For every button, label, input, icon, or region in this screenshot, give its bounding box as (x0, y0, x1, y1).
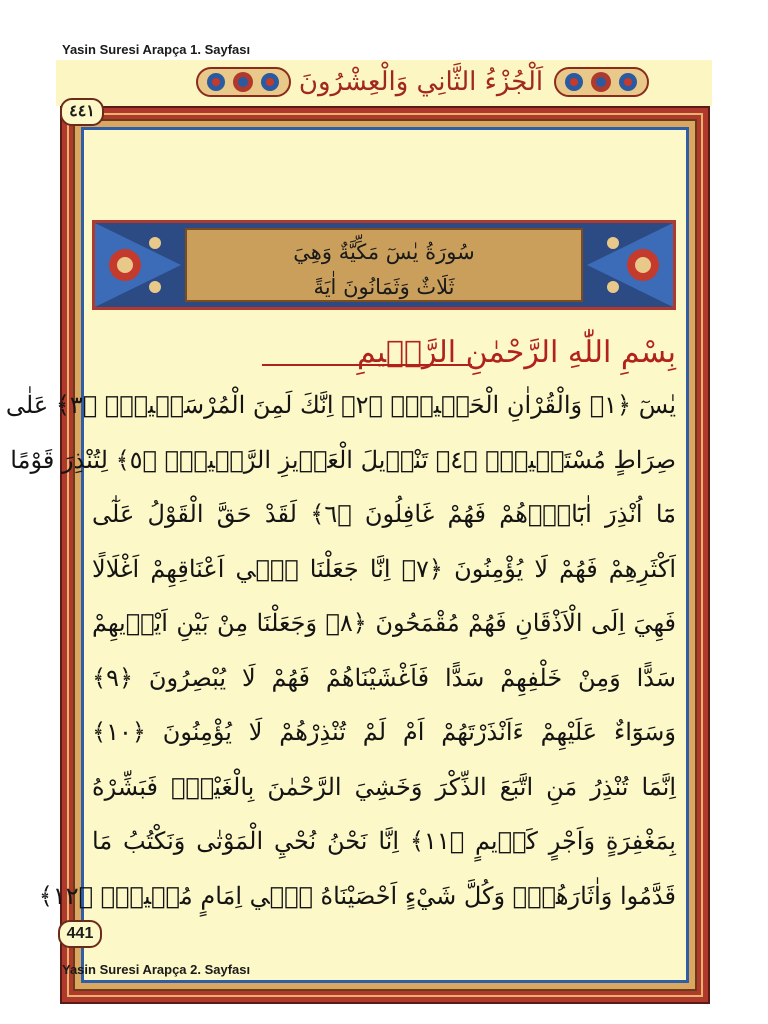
bottom-caption: Yasin Suresi Arapça 2. Sayfası (62, 962, 251, 977)
verse-line: سَدًّا وَمِنْ خَلْفِهِمْ سَدًّا فَاَغْشَيْنَاهُمْ فَهُمْ لَا يُبْصِرُونَ ﴿٩﴾ (92, 663, 676, 692)
verse-line: اِنَّمَا تُنْذِرُ مَنِ اتَّبَعَ الذِّكْرَ وَخَشِيَ الرَّحْمٰنَ بِالْغَيْبِۚ فَبَشِّرْهُ (92, 772, 676, 801)
verse-line: اَكْثَرِهِمْ فَهُمْ لَا يُؤْمِنُونَ ﴿٧﴾ اِنَّا جَعَلْنَا ف۪ٓي اَعْنَاقِهِمْ اَغْلَالًا (92, 554, 677, 583)
surah-verse-count-line: ثَلَاثٌ وَثَمَانُونَ اٰيَةً (313, 275, 455, 299)
page-number-arabic: ٤٤١ (60, 98, 104, 126)
basmala (92, 330, 676, 380)
floral-ornament-icon (554, 64, 649, 100)
verse-line: مَٓا اُنْذِرَ اٰبَٓاؤُ۬هُمْ فَهُمْ غَافِلُونَ ﴿٦﴾ لَقَدْ حَقَّ الْقَوْلُ عَلٰٓى (92, 500, 676, 528)
page-header (56, 60, 712, 106)
verse-line: فَهِيَ اِلَى الْاَذْقَانِ فَهُمْ مُقْمَحُونَ ﴿٨﴾ وَجَعَلْنَا مِنْ بَيْنِ اَيْد۪يهِمْ (92, 609, 676, 637)
surah-title-text (185, 228, 583, 302)
juz-title: اَلْجُزْءُ الثَّانِي وَالْعِشْرُونَ (298, 67, 544, 97)
floral-ornament-icon (196, 64, 291, 100)
verse-line: قَدَّمُوا وَاٰثَارَهُمْۜ وَكُلَّ شَيْءٍ اَحْصَيْنَاهُ ف۪ٓي اِمَامٍ مُب۪ينٍ۟ ﴿١٢﴾ (38, 881, 676, 910)
arabesque-tile-icon (95, 223, 181, 307)
arabesque-tile-icon (587, 223, 673, 307)
verse-line: وَسَوَٓاءٌ عَلَيْهِمْ ءَاَنْذَرْتَهُمْ اَمْ لَمْ تُنْذِرْهُمْ لَا يُؤْمِنُونَ ﴿١٠﴾ (92, 718, 676, 746)
verse-block (5, 378, 677, 923)
page-number-latin: 441 (58, 920, 102, 948)
verse-line: بِمَغْفِرَةٍ وَاَجْرٍ كَر۪يمٍ ﴿١١﴾ اِنَّا نَحْنُ نُحْيِ الْمَوْتٰى وَنَكْتُبُ مَا (92, 827, 676, 855)
basmala-text: بِسْمِ اللّٰهِ الرَّحْمٰنِ الرَّح۪يمِ (357, 335, 676, 370)
top-caption: Yasin Suresi Arapça 1. Sayfası (62, 42, 251, 57)
verse-line: صِرَاطٍ مُسْتَق۪يمٍۜ ﴿٤﴾ تَنْز۪يلَ الْعَز۪يزِ الرَّح۪يمِۙ ﴿٥﴾ لِتُنْذِرَ قَوْمًا (10, 445, 676, 474)
surah-title-panel (92, 220, 676, 310)
surah-title-line: سُورَةُ يٰسٓ مَكِّيَّةٌ وَهِيَ (293, 240, 475, 264)
verse-line: يٰسٓ ﴿١﴾ وَالْقُرْاٰنِ الْحَك۪يمِۙ ﴿٢﴾ اِنَّكَ لَمِنَ الْمُرْسَل۪ينَۙ ﴿٣﴾ عَلٰى (5, 391, 676, 419)
